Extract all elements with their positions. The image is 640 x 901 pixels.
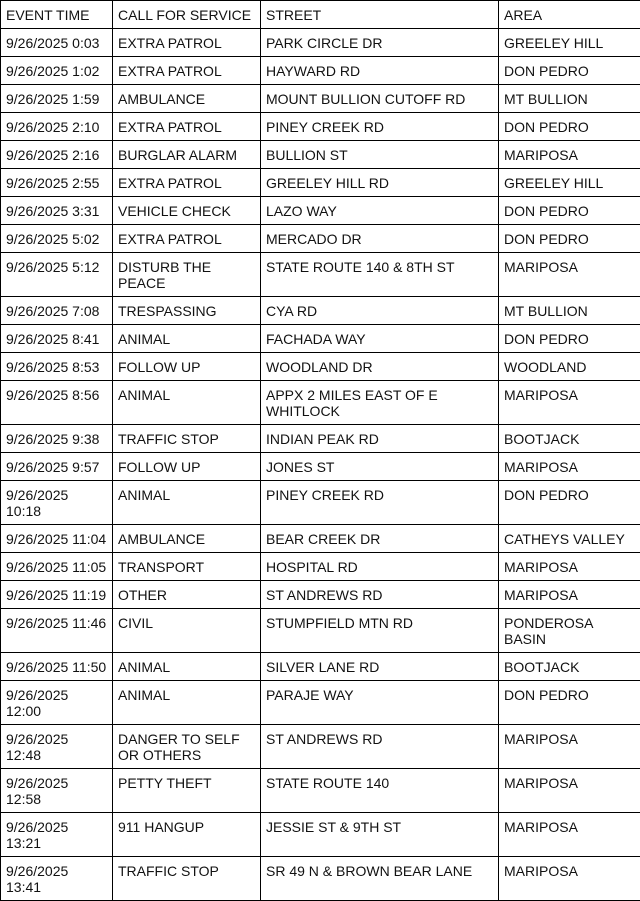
area-cell: MARIPOSA (499, 813, 640, 857)
table-row (1, 681, 640, 725)
table-row (1, 325, 640, 353)
street-cell: FACHADA WAY (261, 325, 499, 353)
table-row (1, 725, 640, 769)
call-for-service-cell: TRAFFIC STOP (113, 857, 261, 901)
event-time-cell: 9/26/2025 11:19 (1, 581, 113, 609)
area-cell: WOODLAND (499, 353, 640, 381)
area-cell: DON PEDRO (499, 197, 640, 225)
area-cell: GREELEY HILL (499, 29, 640, 57)
area-cell: MARIPOSA (499, 253, 640, 297)
area-cell: BOOTJACK (499, 425, 640, 453)
street-cell: SILVER LANE RD (261, 653, 499, 681)
event-time-cell: 9/26/2025 5:12 (1, 253, 113, 297)
call-for-service-cell: AMBULANCE (113, 525, 261, 553)
street-cell: GREELEY HILL RD (261, 169, 499, 197)
area-cell: MARIPOSA (499, 141, 640, 169)
area-cell: DON PEDRO (499, 681, 640, 725)
table-row (1, 481, 640, 525)
table-header-row (1, 1, 640, 29)
table-row (1, 169, 640, 197)
street-cell: STATE ROUTE 140 & 8TH ST (261, 253, 499, 297)
street-cell: SR 49 N & BROWN BEAR LANE (261, 857, 499, 901)
table-row (1, 197, 640, 225)
event-time-cell: 9/26/2025 11:05 (1, 553, 113, 581)
call-for-service-cell: BURGLAR ALARM (113, 141, 261, 169)
street-cell: STATE ROUTE 140 (261, 769, 499, 813)
area-cell: CATHEYS VALLEY (499, 525, 640, 553)
event-time-cell: 9/26/2025 12:48 (1, 725, 113, 769)
street-cell: APPX 2 MILES EAST OF E WHITLOCK (261, 381, 499, 425)
event-time-cell: 9/26/2025 12:00 (1, 681, 113, 725)
call-for-service-cell: DANGER TO SELF OR OTHERS (113, 725, 261, 769)
call-for-service-cell: FOLLOW UP (113, 453, 261, 481)
event-time-cell: 9/26/2025 9:38 (1, 425, 113, 453)
table-row (1, 653, 640, 681)
table-body (1, 29, 640, 901)
call-for-service-cell: ANIMAL (113, 381, 261, 425)
call-for-service-cell: CIVIL (113, 609, 261, 653)
call-for-service-cell: EXTRA PATROL (113, 57, 261, 85)
call-for-service-cell: ANIMAL (113, 481, 261, 525)
area-cell: DON PEDRO (499, 113, 640, 141)
call-for-service-cell: 911 HANGUP (113, 813, 261, 857)
table-row (1, 29, 640, 57)
area-cell: BOOTJACK (499, 653, 640, 681)
area-cell: GREELEY HILL (499, 169, 640, 197)
event-time-cell: 9/26/2025 2:16 (1, 141, 113, 169)
table-row (1, 581, 640, 609)
call-for-service-cell: EXTRA PATROL (113, 113, 261, 141)
event-time-cell: 9/26/2025 2:55 (1, 169, 113, 197)
event-time-cell: 9/26/2025 0:03 (1, 29, 113, 57)
area-cell: MARIPOSA (499, 453, 640, 481)
street-cell: BULLION ST (261, 141, 499, 169)
table-row (1, 113, 640, 141)
street-cell: ST ANDREWS RD (261, 581, 499, 609)
street-cell: WOODLAND DR (261, 353, 499, 381)
area-cell: MARIPOSA (499, 553, 640, 581)
call-for-service-cell: FOLLOW UP (113, 353, 261, 381)
table-row (1, 57, 640, 85)
call-for-service-cell: TRAFFIC STOP (113, 425, 261, 453)
street-cell: INDIAN PEAK RD (261, 425, 499, 453)
call-for-service-cell: TRESPASSING (113, 297, 261, 325)
area-cell: DON PEDRO (499, 57, 640, 85)
table-row (1, 353, 640, 381)
call-for-service-cell: AMBULANCE (113, 85, 261, 113)
event-time-cell: 9/26/2025 5:02 (1, 225, 113, 253)
street-cell: PARAJE WAY (261, 681, 499, 725)
header-street: STREET (261, 1, 499, 29)
call-for-service-cell: DISTURB THE PEACE (113, 253, 261, 297)
call-for-service-cell: TRANSPORT (113, 553, 261, 581)
event-time-cell: 9/26/2025 11:50 (1, 653, 113, 681)
event-time-cell: 9/26/2025 12:58 (1, 769, 113, 813)
table-row (1, 141, 640, 169)
event-time-cell: 9/26/2025 1:02 (1, 57, 113, 85)
area-cell: MT BULLION (499, 85, 640, 113)
street-cell: JESSIE ST & 9TH ST (261, 813, 499, 857)
header-call-for-service: CALL FOR SERVICE (113, 1, 261, 29)
street-cell: PARK CIRCLE DR (261, 29, 499, 57)
street-cell: PINEY CREEK RD (261, 113, 499, 141)
area-cell: PONDEROSA BASIN (499, 609, 640, 653)
event-time-cell: 9/26/2025 9:57 (1, 453, 113, 481)
table-row (1, 297, 640, 325)
table-row (1, 525, 640, 553)
event-time-cell: 9/26/2025 8:53 (1, 353, 113, 381)
table-row (1, 225, 640, 253)
area-cell: MARIPOSA (499, 581, 640, 609)
area-cell: MT BULLION (499, 297, 640, 325)
street-cell: MERCADO DR (261, 225, 499, 253)
call-for-service-cell: ANIMAL (113, 681, 261, 725)
street-cell: LAZO WAY (261, 197, 499, 225)
area-cell: DON PEDRO (499, 325, 640, 353)
event-time-cell: 9/26/2025 11:04 (1, 525, 113, 553)
event-time-cell: 9/26/2025 1:59 (1, 85, 113, 113)
street-cell: ST ANDREWS RD (261, 725, 499, 769)
area-cell: DON PEDRO (499, 481, 640, 525)
event-time-cell: 9/26/2025 8:56 (1, 381, 113, 425)
table-row (1, 769, 640, 813)
call-for-service-cell: EXTRA PATROL (113, 29, 261, 57)
table-row (1, 553, 640, 581)
table-row (1, 85, 640, 113)
street-cell: STUMPFIELD MTN RD (261, 609, 499, 653)
event-time-cell: 9/26/2025 8:41 (1, 325, 113, 353)
table-row (1, 453, 640, 481)
event-time-cell: 9/26/2025 7:08 (1, 297, 113, 325)
call-for-service-cell: ANIMAL (113, 325, 261, 353)
table-row (1, 813, 640, 857)
call-for-service-cell: PETTY THEFT (113, 769, 261, 813)
area-cell: DON PEDRO (499, 225, 640, 253)
table-row (1, 253, 640, 297)
street-cell: JONES ST (261, 453, 499, 481)
event-time-cell: 9/26/2025 11:46 (1, 609, 113, 653)
event-time-cell: 9/26/2025 13:41 (1, 857, 113, 901)
header-event-time: EVENT TIME (1, 1, 113, 29)
area-cell: MARIPOSA (499, 381, 640, 425)
street-cell: PINEY CREEK RD (261, 481, 499, 525)
street-cell: MOUNT BULLION CUTOFF RD (261, 85, 499, 113)
table-row (1, 857, 640, 901)
table-row (1, 609, 640, 653)
table-row (1, 381, 640, 425)
event-time-cell: 9/26/2025 10:18 (1, 481, 113, 525)
area-cell: MARIPOSA (499, 725, 640, 769)
event-time-cell: 9/26/2025 2:10 (1, 113, 113, 141)
street-cell: HAYWARD RD (261, 57, 499, 85)
call-for-service-cell: VEHICLE CHECK (113, 197, 261, 225)
street-cell: HOSPITAL RD (261, 553, 499, 581)
area-cell: MARIPOSA (499, 769, 640, 813)
event-time-cell: 9/26/2025 3:31 (1, 197, 113, 225)
event-time-cell: 9/26/2025 13:21 (1, 813, 113, 857)
street-cell: BEAR CREEK DR (261, 525, 499, 553)
table-row (1, 425, 640, 453)
call-for-service-cell: EXTRA PATROL (113, 225, 261, 253)
call-for-service-cell: EXTRA PATROL (113, 169, 261, 197)
area-cell: MARIPOSA (499, 857, 640, 901)
call-for-service-cell: ANIMAL (113, 653, 261, 681)
call-for-service-cell: OTHER (113, 581, 261, 609)
street-cell: CYA RD (261, 297, 499, 325)
header-area: AREA (499, 1, 640, 29)
